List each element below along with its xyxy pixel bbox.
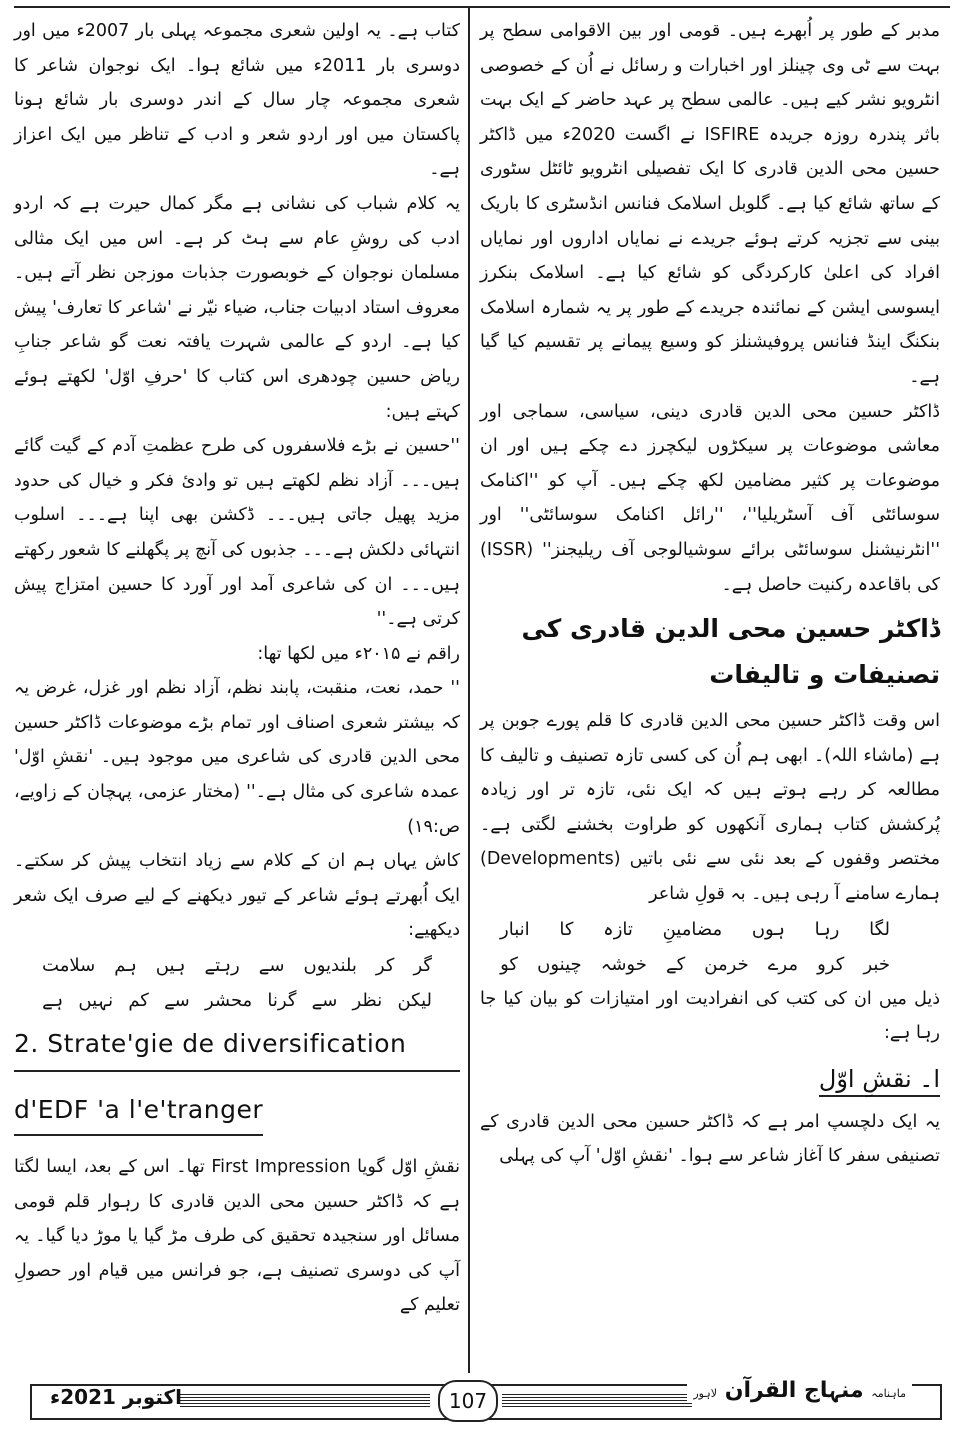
- left-paragraph-5: نقشِ اوّل گویا First Impression تھا۔ اس کے بعد، ایسا لگتا ہے کہ ڈاکٹر حسین محی الدین قادری کا رہوار قلم قومی مسائل اور سنجیدہ تحقیق کی طرف مڑ گیا یا موڑ دیا گیا۔ یہ آپ کی دوسری تصنیف ہے، جو فرانس میں قیام اور حصولِ تعلیم کے: [14, 1157, 460, 1316]
- left-paragraph-2: یہ کلام شباب کی نشانی ہے مگر کمال حیرت ہے کہ اردو ادب کی روشِ عام سے ہٹ کر ہے۔ اس میں ایک مثالی مسلمان نوجوان کے خوبصورت جذبات موزجن نظر آتے ہیں۔ معروف استاد ادبیات جناب، ضیاء نیّر نے 'شاعر کا تعارف' پیش کیا ہے۔ اردو کے عالمی شہرت یافتہ نعت گو شاعر جنابِ ریاض حسین چودھری اس کتاب کا 'حرفِ اوّل' لکھتے ہوئے کہتے ہیں:: [14, 193, 460, 422]
- verse-word: کرو: [817, 953, 845, 975]
- left-verse-line-2: [14, 983, 460, 1018]
- verse-word: مرے: [767, 953, 798, 975]
- magazine-masthead: [687, 1378, 912, 1403]
- verse-word: کر: [375, 955, 395, 977]
- verse-word: رہتے: [204, 955, 240, 977]
- verse-word: سلامت: [42, 955, 96, 977]
- right-verse-line-2: [480, 947, 940, 982]
- verse-word: خرمن: [704, 953, 749, 975]
- right-paragraph-4: ذیل میں ان کی کتب کی انفرادیت اور امتیازات کو بیان کیا جا رہا ہے:: [480, 988, 940, 1044]
- verse-word: رہا: [814, 918, 840, 940]
- french-heading-line-2: d'EDF 'a l'e'tranger: [14, 1090, 263, 1136]
- page-number: 107: [438, 1380, 498, 1422]
- verse-word: گرنا: [267, 990, 297, 1012]
- verse-word: خبر: [863, 953, 890, 975]
- verse-word: سے: [311, 990, 338, 1012]
- verse-word: خوشہ: [600, 953, 647, 975]
- verse-word: بلندیوں: [303, 955, 357, 977]
- verse-word: نظر: [352, 990, 383, 1012]
- verse-word: تازہ: [603, 918, 633, 940]
- verse-word: محشر: [204, 990, 253, 1012]
- footer-hatch-right: [502, 1394, 692, 1408]
- french-heading-line-1: 2. Strate'gie de diversification: [14, 1024, 460, 1072]
- right-paragraph-1: مدبر کے طور پر اُبھرے ہیں۔ قومی اور بین الاقوامی سطح پر بہت سے ٹی وی چینلز اور اخبارات و رسائل نے اُن کے خصوصی انٹرویو نشر کیے ہیں۔ عالمی سطح پر عہد حاضر کے ایک بہت باثر پندرہ روزہ جریدہ ISFIRE نے اگست 2020ء میں ڈاکٹر حسین محی الدین قادری کا ایک تفصیلی انٹرویو ٹائٹل سٹوری کے ساتھ شائع کیا ہے۔ گلوبل اسلامک فنانس انڈسٹری کا باریک بینی سے تجزیہ کرتے ہوئے جریدے نے نمایاں اداروں اور نمایاں افراد کی اعلیٰ کارکردگی کو شائع کیا ہے۔ اسلامک بنکرز ایسوسی ایشن کے نمائندہ جریدے کے طور پر یہ شمارہ اسلامک بنکنگ اینڈ فنانس پروفیشنلز کو وسیع پیمانے پر تقسیم کیا گیا ہے۔: [480, 21, 940, 387]
- magazine-title: منہاج القرآن: [724, 1378, 864, 1403]
- right-verse-line-1: [480, 912, 940, 947]
- footer-hatch-left: [180, 1394, 430, 1408]
- verse-word: نہیں: [78, 990, 114, 1012]
- magazine-city: لاہور: [693, 1387, 718, 1400]
- verse-word: ہم: [114, 955, 137, 977]
- verse-word: سے: [164, 990, 190, 1012]
- left-paragraph-3: راقم نے ۲۰۱۵ء میں لکھا تھا:: [257, 643, 460, 664]
- issue-date: اکتوبر 2021ء: [50, 1385, 183, 1409]
- subsection-heading: [480, 1059, 940, 1099]
- verse-word: مضامینِ: [662, 918, 723, 940]
- verse-word: لگا: [869, 918, 890, 940]
- section-heading: ڈاکٹر حسین محی الدین قادری کی تصنیفات و تالیفات: [521, 614, 940, 690]
- verse-word: انبار: [500, 918, 530, 940]
- verse-word: ہے: [42, 990, 64, 1012]
- page-footer: [30, 1378, 942, 1424]
- right-column: [480, 14, 940, 1174]
- right-paragraph-5: یہ ایک دلچسپ امر ہے کہ ڈاکٹر حسین محی الدین قادری کے تصنیفی سفر کا آغاز شاعر سے ہوا۔ 'نقشِ اوّل' آپ کی پہلی: [480, 1111, 940, 1167]
- verse-word: کا: [559, 918, 574, 940]
- left-column: [14, 14, 460, 1323]
- top-rule: [14, 6, 950, 8]
- left-paragraph-1: کتاب ہے۔ یہ اولین شعری مجموعہ پہلی بار 2007ء میں اور دوسری بار 2011ء میں شائع ہوا۔ ایک نوجوان شاعر کا شعری مجموعہ چار سال کے اندر دوسری بار شائع ہونا پاکستان میں اور اردو شعر و ادب کے تناظر میں ایک اعزاز ہے۔: [14, 21, 460, 180]
- verse-word: لیکن: [397, 990, 432, 1012]
- left-paragraph-4: کاش یہاں ہم ان کے کلام سے زیاد انتخاب پیش کر سکتے۔ ایک اُبھرتے ہوئے شاعر کے تیور دیکھنے کے لیے صرف ایک شعر دیکھیے:: [14, 851, 460, 941]
- left-verse-line-1: [14, 948, 460, 983]
- verse-word: چینوں: [537, 953, 582, 975]
- magazine-prefix: ماہنامہ: [871, 1387, 906, 1400]
- verse-word: کو: [500, 953, 518, 975]
- verse-word: گر: [413, 955, 432, 977]
- left-quote-1: ''حسین نے بڑے فلاسفروں کی طرح عظمتِ آدم کے گیت گائے ہیں۔۔۔ آزاد نظم لکھتے ہیں تو وادیٔ فکر و خیال کی حدود مزید پھیل جاتی ہیں۔۔۔ ڈکشن بھی اپنا ہے۔۔۔ اسلوب انتہائی دلکش ہے۔۔۔ جذبوں کی آنچ پر پگھلنے کا شعور رکھتے ہیں۔۔۔ ان کی شاعری آمد اور آورد کا حسین امتزاج پیش کرتی ہے۔'': [14, 436, 460, 630]
- verse-word: ہیں: [155, 955, 186, 977]
- verse-word: ہوں: [751, 918, 785, 940]
- french-heading: [14, 1024, 460, 1136]
- verse-word: کم: [128, 990, 149, 1012]
- right-paragraph-3: اس وقت ڈاکٹر حسین محی الدین قادری کا قلم پورے جوبن پر ہے (ماشاء اللہ)۔ ابھی ہم اُن کی کسی تازہ تصنیف و تالیف کا مطالعہ کر رہے ہوتے ہیں کہ ایک نئی، تازہ تر اور زیادہ پُرکشش کتاب ہماری آنکھوں کو طراوت بخشنے لگتی ہے۔ مختصر وقفوں کے بعد نئی سے نئی باتیں (Developments) ہمارے سامنے آ رہی ہیں۔ بہ قولِ شاعر: [480, 711, 940, 905]
- verse-word: سے: [258, 955, 285, 977]
- verse-word: کے: [666, 953, 686, 975]
- left-quote-2: '' حمد، نعت، منقبت، پابند نظم، آزاد نظم اور غزل، غرض یہ کہ بیشتر شعری اصناف اور تمام بڑے موضوعات ڈاکٹر حسین محی الدین قادری کی شاعری میں موجود ہیں۔ 'نقشِ اوّل' عمدہ شاعری کی مثال ہے۔'' (مختار عزمی، پہچان کے زاویے، ص:۱۹): [14, 678, 460, 837]
- column-divider: [468, 8, 470, 1373]
- right-paragraph-2: ڈاکٹر حسین محی الدین قادری دینی، سیاسی، سماجی اور معاشی موضوعات پر سیکڑوں لیکچرز دے چکے ہیں اور ان موضوعات پر کثیر مضامین لکھ چکے ہیں۔ آپ کو ''اکنامک سوسائٹی آف آسٹریلیا''، ''رائل اکنامک سوسائٹی'' اور ''انٹرنیشنل سوسائٹی برائے سوشیالوجی آف ریلیجنز'' (ISSR) کی باقاعدہ رکنیت حاصل ہے۔: [480, 401, 940, 595]
- subsection-heading-text: ا۔ نقشِ اوّل: [819, 1065, 940, 1097]
